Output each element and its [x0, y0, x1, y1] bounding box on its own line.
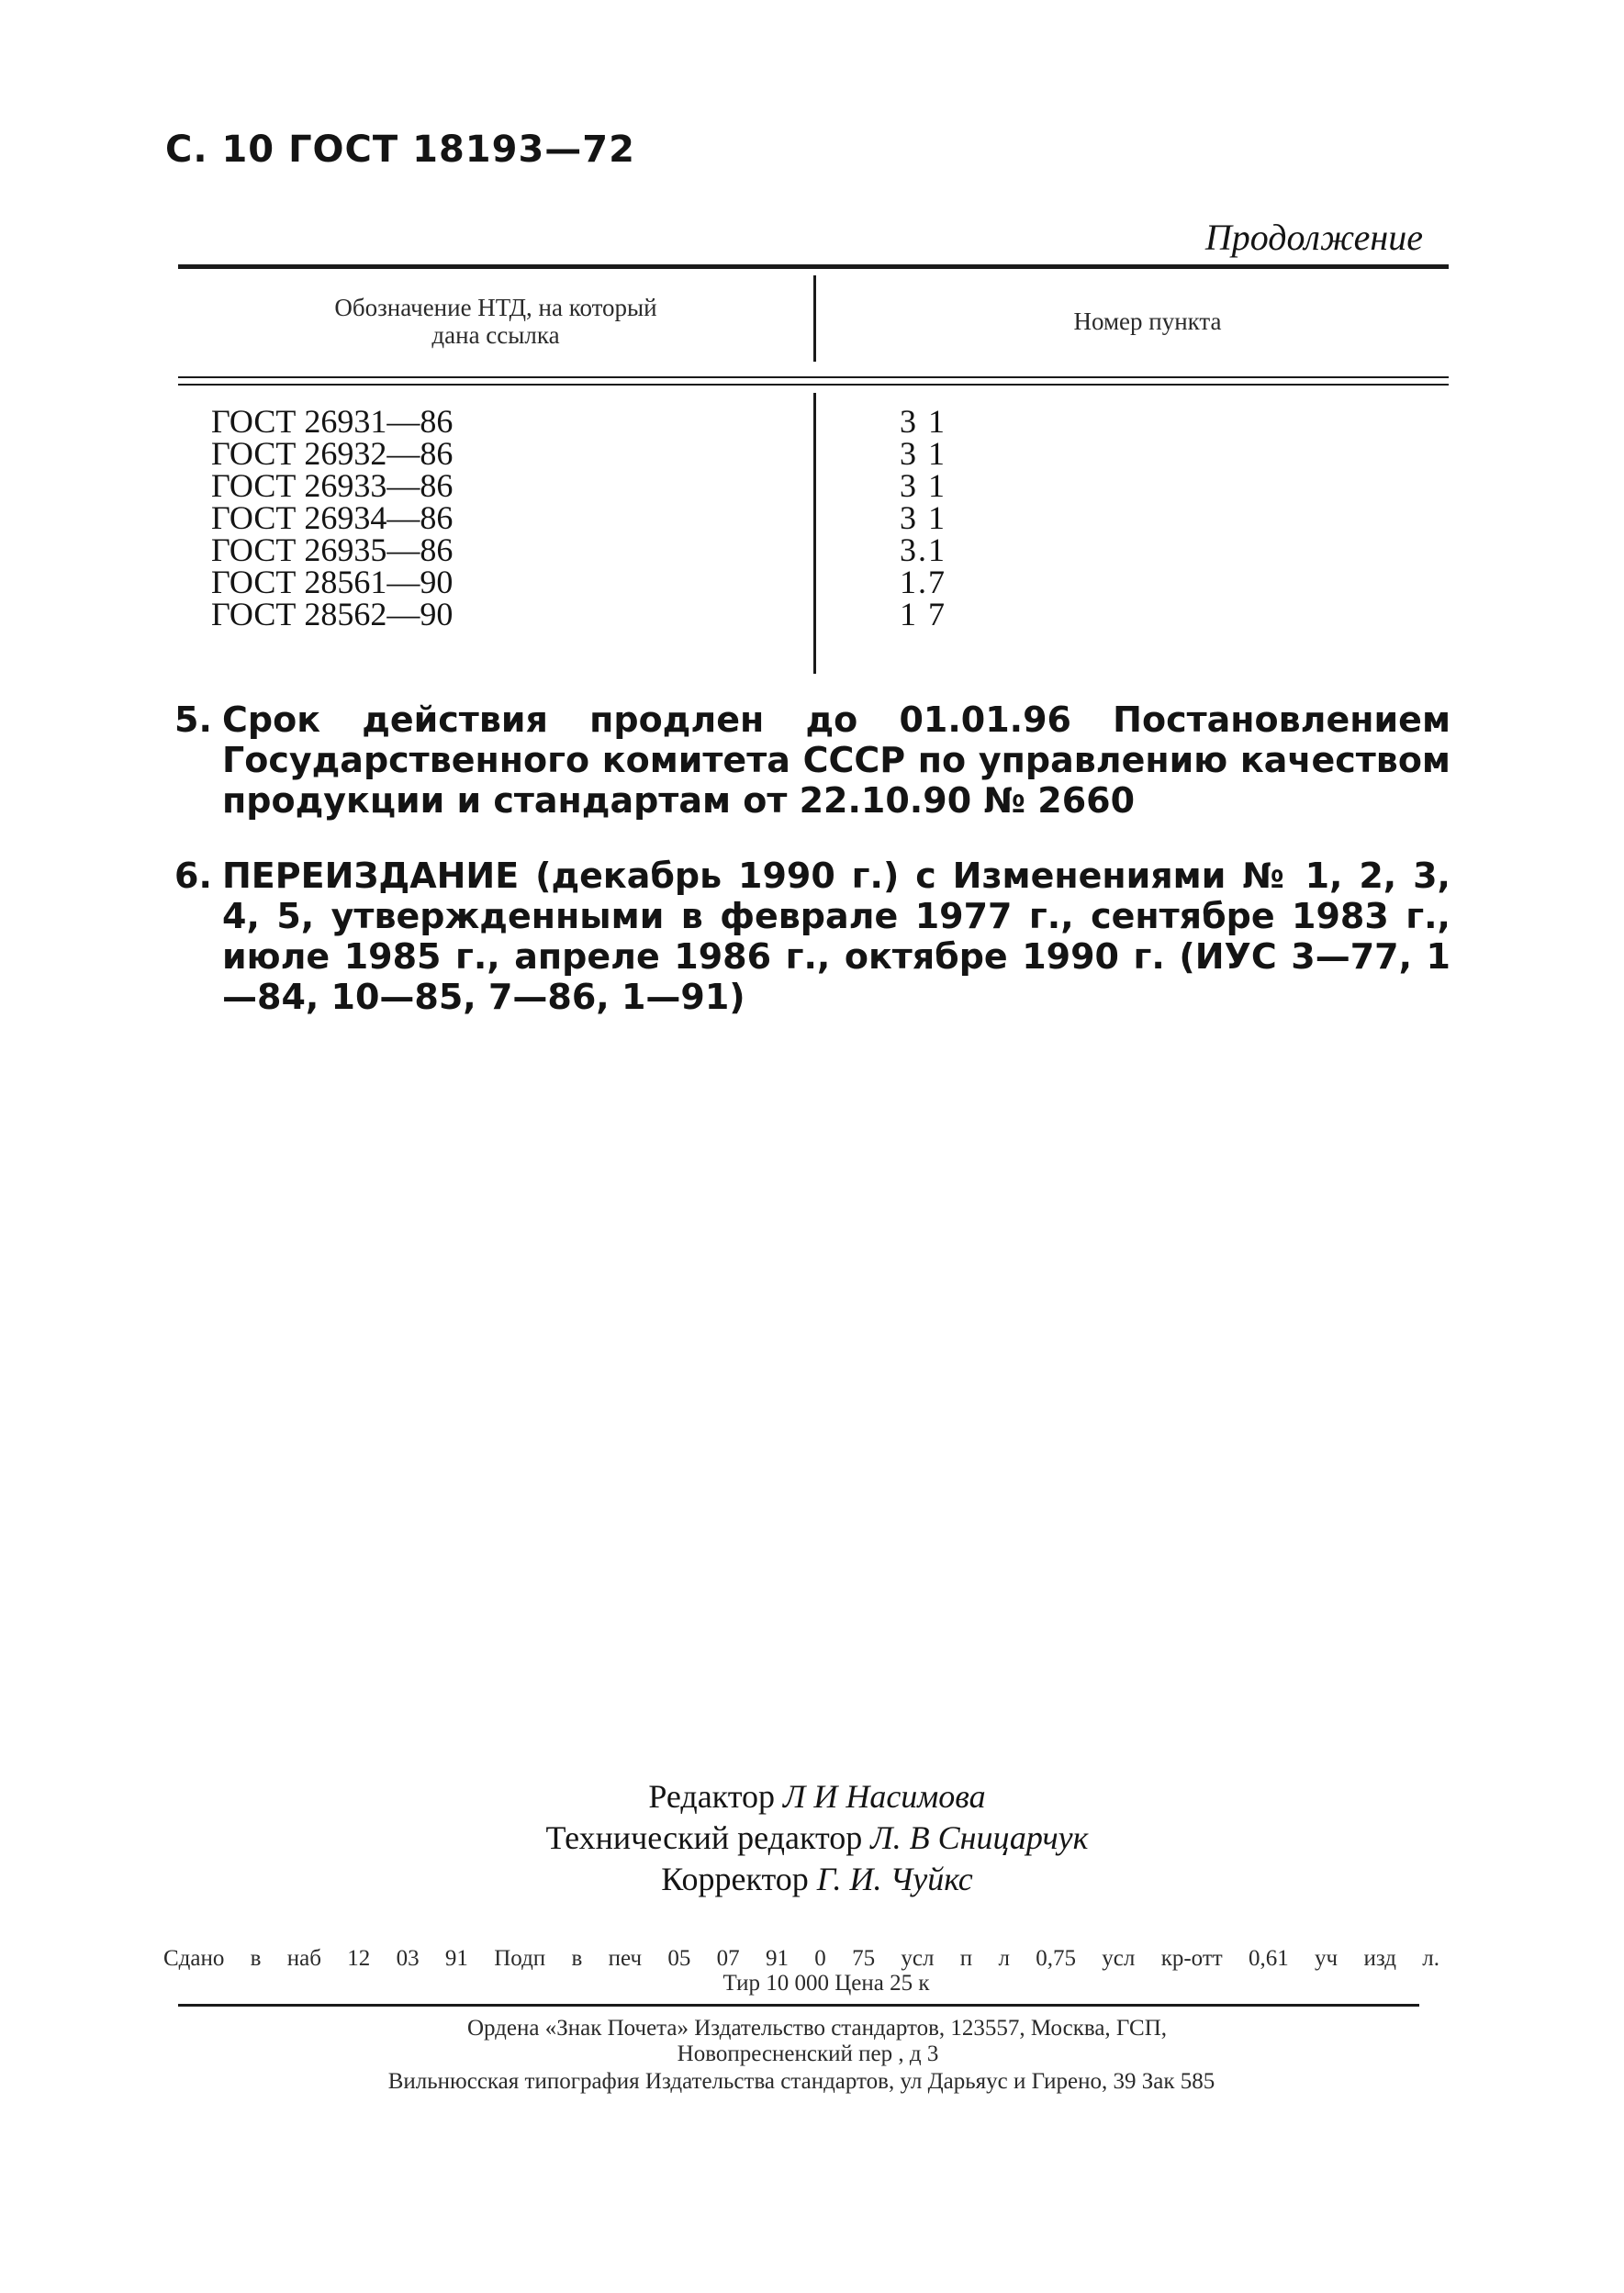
- table-row-doc: ГОСТ 28561—90: [211, 564, 454, 600]
- editor-role: Редактор: [648, 1778, 775, 1815]
- table-row-doc: ГОСТ 26934—86: [211, 499, 454, 536]
- item-5-number: 5.: [174, 699, 212, 740]
- table-body-divider: [813, 393, 816, 674]
- imprint-line-2: Тир 10 000 Цена 25 к: [722, 1971, 930, 1996]
- table-header-doc: [266, 294, 725, 349]
- table-row-doc: ГОСТ 26933—86: [211, 467, 454, 504]
- table-header-rule-double: [178, 384, 1449, 386]
- imprint-line-1: Сдано в наб 12 03 91 Подп в печ 05 07 91 0 75 усл п л 0,75 усл кр-отт 0,61 уч изд л.: [163, 1946, 1439, 1971]
- item-5-text: Срок действия продлен до 01.01.96 Постановлением Государственного комитета СССР по управлению качеством продукции и стандартам от 22.10.90 № 2660: [222, 699, 1450, 821]
- table-top-rule: [178, 264, 1449, 269]
- credit-tech-editor: [413, 1818, 1221, 1859]
- table-header-doc-line2: дана ссылка: [431, 321, 560, 349]
- imprint-line-5: Вильнюсская типография Издательства стандартов, ул Дарьяус и Гирено, 39 Зак 585: [387, 2069, 1215, 2094]
- item-6: [174, 856, 1450, 1017]
- table-row-clause: 3 1: [900, 467, 946, 504]
- proofreader-name: Г. И. Чуйкс: [816, 1861, 973, 1897]
- table-row-clause: 3 1: [900, 435, 946, 472]
- table-row-clause: 3 1: [900, 403, 946, 440]
- imprint-line-4: Новопресненский пер , д 3: [677, 2041, 939, 2066]
- proofreader-role: Корректор: [661, 1861, 809, 1897]
- tech-editor-name: Л. В Сницарчук: [870, 1819, 1089, 1856]
- table-row-doc: ГОСТ 26931—86: [211, 403, 454, 440]
- page-header: С. 10 ГОСТ 18193—72: [165, 129, 635, 171]
- table-header-rule: [178, 376, 1449, 378]
- item-6-text: ПЕРЕИЗДАНИЕ (декабрь 1990 г.) с Изменениями № 1, 2, 3, 4, 5, утвержденными в феврале 1977 г., сентябре 1983 г., июле 1985 г., апреле 1986 г., октябре 1990 г. (ИУС 3—77, 1—84, 10—85, 7—86, 1—91): [222, 856, 1450, 1017]
- table-header-doc-line1: Обозначение НТД, на который: [334, 294, 657, 321]
- credit-editor: [413, 1776, 1221, 1818]
- editor-name: Л И Насимова: [782, 1778, 986, 1815]
- table-row-doc: ГОСТ 28562—90: [211, 596, 454, 632]
- tech-editor-role: Технический редактор: [545, 1819, 863, 1856]
- imprint-rule: [178, 2004, 1419, 2007]
- table-row-doc: ГОСТ 26935—86: [211, 531, 454, 568]
- item-6-number: 6.: [174, 856, 212, 896]
- continuation-label: Продолжение: [1204, 217, 1423, 258]
- table-clause-column: [900, 403, 946, 632]
- table-doc-column: [211, 403, 454, 632]
- table-header-divider: [813, 275, 816, 362]
- table-row-clause: 1 7: [900, 596, 946, 632]
- item-5: [174, 699, 1450, 821]
- table-row-clause: 3 1: [900, 499, 946, 536]
- table-row-clause: 1.7: [900, 564, 946, 600]
- credit-proofreader: [413, 1859, 1221, 1900]
- credits: [413, 1776, 1221, 1900]
- table-header-clause: Номер пункта: [1073, 308, 1222, 335]
- imprint-line-3: Ордена «Знак Почета» Издательство стандартов, 123557, Москва, ГСП,: [466, 2016, 1168, 2041]
- table-row-doc: ГОСТ 26932—86: [211, 435, 454, 472]
- table-row-clause: 3.1: [900, 531, 946, 568]
